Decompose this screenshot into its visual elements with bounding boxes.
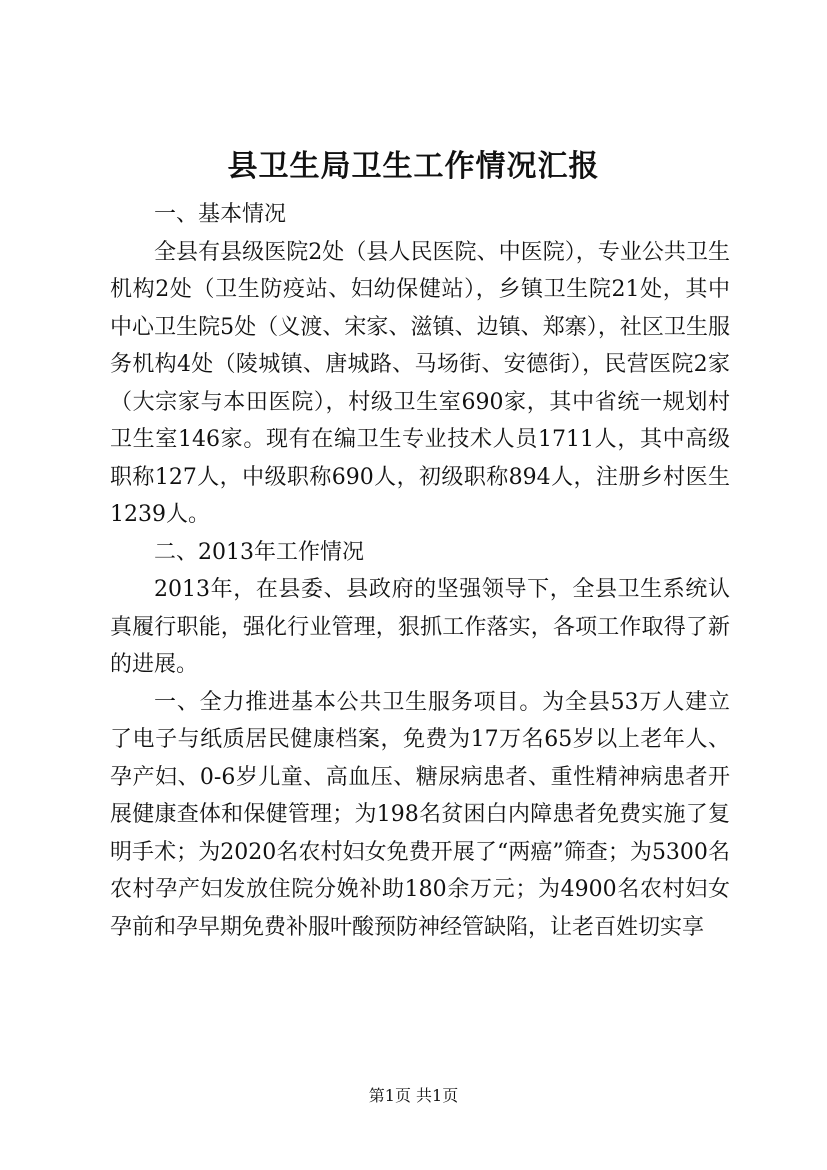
page-footer: 第1页 共1页 xyxy=(368,1086,459,1105)
section-heading-2013: 二、2013年工作情况 xyxy=(154,539,364,565)
paragraph-public-health: 一、全力推进基本公共卫生服务项目。为全县53万人建立了电子与纸质居民健康档案，免费为17万名65岁以上老年人、孕产妇、0-6岁儿童、高血压、糖尿病患者、重性精神病患者开展健康查体和保健管理；为198名贫困白内障患者免费实施了复明手术；为2020名农村妇女免费开展了“两癌”筛查；为5300名农村孕产妇发放住院分娩补助180余万元；为4900名农村妇女孕前和孕早期免费补服叶酸预防神经管缺陷，让老百姓切实享 xyxy=(110,689,730,940)
document-body xyxy=(110,196,730,946)
paragraph-2013-overview: 2013年，在县委、县政府的坚强领导下，全县卫生系统认真履行职能，强化行业管理，狠抓工作落实，各项工作取得了新的进展。 xyxy=(110,577,730,677)
paragraph-basic-info: 全县有县级医院2处（县人民医院、中医院），专业公共卫生机构2处（卫生防疫站、妇幼保健站），乡镇卫生院21处，其中中心卫生院5处（义渡、宋家、滋镇、边镇、郑寨），社区卫生服务机构4处（陵城镇、唐城路、马场街、安德街），民营医院2家（大宗家与本田医院），村级卫生室690家，其中省统一规划村卫生室146家。现有在编卫生专业技术人员1711人，其中高级职称127人，中级职称690人，初级职称894人，注册乡村医生1239人。 xyxy=(110,239,730,527)
section-heading-basic: 一、基本情况 xyxy=(154,202,287,227)
document-title: 县卫生局卫生工作情况汇报 xyxy=(227,149,600,184)
